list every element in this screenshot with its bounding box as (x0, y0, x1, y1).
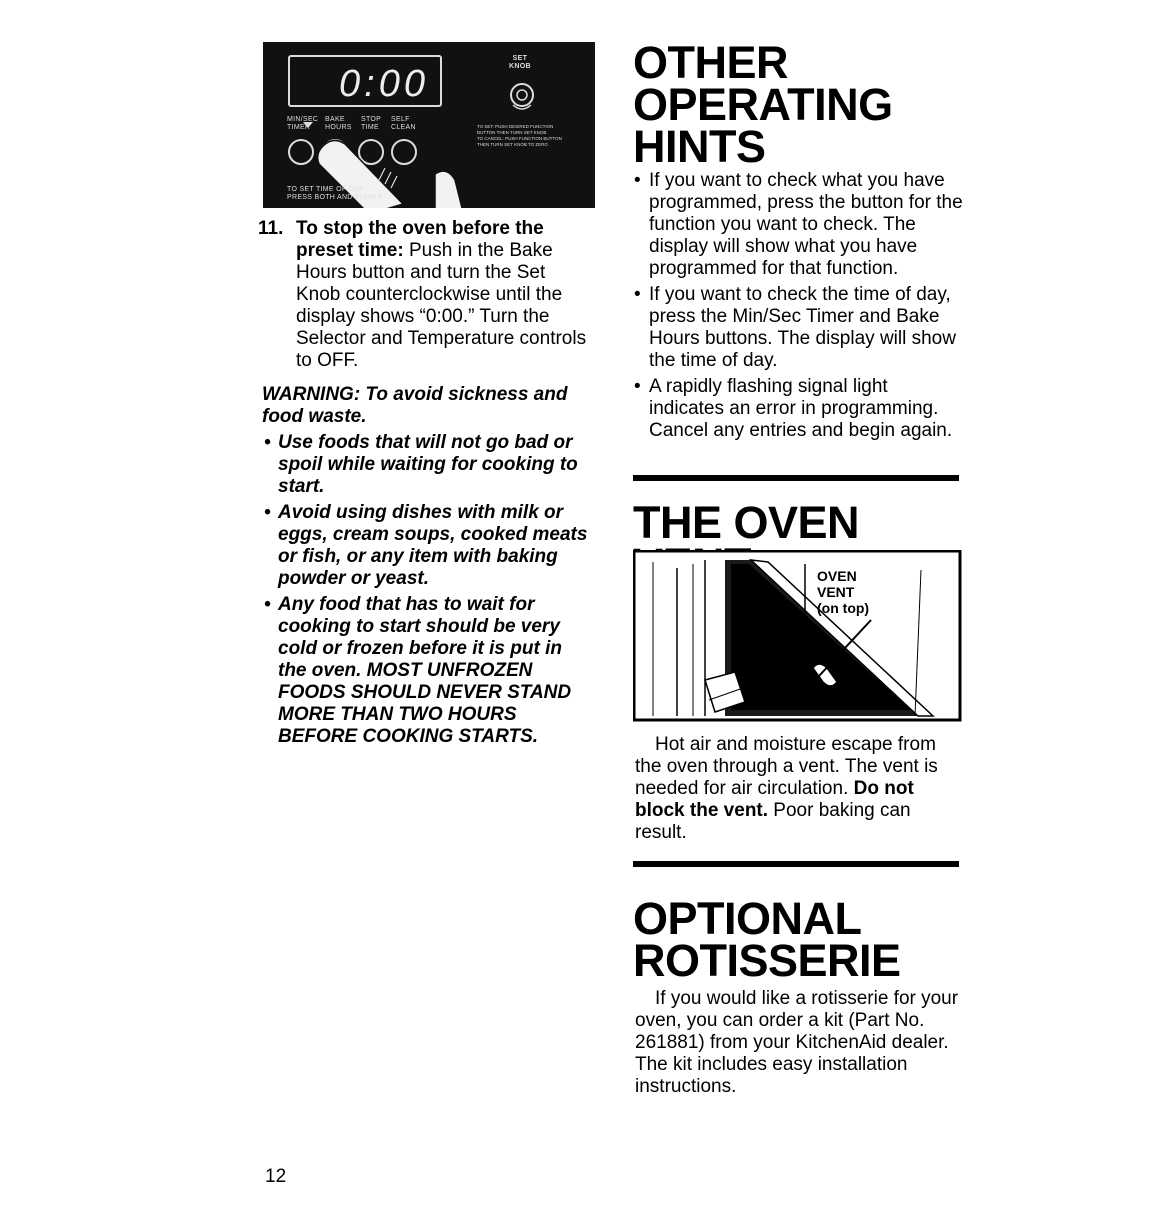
warning-title: WARNING: To avoid sickness and food waste. (262, 384, 568, 427)
set-knob-label: SET KNOB (509, 55, 531, 70)
hint-item: • If you want to check the time of day, press the Min/Sec Timer and Bake Hours buttons. The display will show the time of day. (633, 284, 963, 372)
self-clean-label: SELF CLEAN (391, 116, 416, 131)
vent-heading: THE OVEN (633, 497, 860, 548)
step-11-heading: To stop the oven before the preset time: (296, 218, 544, 261)
section-divider (633, 475, 959, 481)
oven-vent-drawing (633, 550, 963, 722)
hints-heading: OTHER OPERATING HINTS (633, 37, 893, 172)
min-sec-timer-label: MIN/SEC TIMER (287, 116, 319, 131)
vent-paragraph (635, 734, 959, 844)
warning-block (262, 384, 592, 752)
vent-text-after: Poor baking can result. (635, 800, 911, 843)
vent-warning-bold: Do not block the vent. (635, 778, 914, 821)
hint-item: • If you want to check what you have programmed, press the button for the function you want to check. The display will show what you have programmed for that function. (633, 170, 963, 280)
panel-display: 0:00 (339, 63, 429, 105)
hint-item: • A rapidly flashing signal light indicates an error in programming. Cancel any entries and begin again. (633, 376, 963, 442)
oven-vent-label: OVEN VENT (on top) (817, 568, 870, 616)
stop-time-label: STOP TIME (361, 116, 382, 131)
hints-list (633, 170, 963, 442)
step-11-text (296, 218, 588, 372)
warning-item: • Any food that has to wait for cooking to start should be very cold or frozen before it is put in the oven. MOST UNFROZEN FOODS SHOULD NEVER STAND MORE THAN TWO HOURS BEFORE COOKING STARTS. (262, 594, 592, 748)
section-divider (633, 861, 959, 867)
hints-section (633, 170, 963, 446)
page-number: 12 (265, 1166, 287, 1187)
control-panel-illustration (263, 42, 595, 208)
bake-hours-label: BAKE HOURS (325, 116, 352, 131)
step-11-body: Push in the Bake Hours button and turn the Set Knob counterclockwise until the display shows “0:00.” Turn the Selector and Temperature controls to OFF. (296, 240, 587, 371)
step-number: 11. (258, 218, 284, 239)
rotisserie-heading: OPTIONAL ROTISSERIE (633, 893, 901, 986)
rotisserie-paragraph: If you would like a rotisserie for your oven, you can order a kit (Part No. 261881) from your KitchenAid dealer. The kit includes easy installation instructions. (635, 988, 959, 1097)
panel-instructions: TO SET: PUSH DESIRED FUNCTION BUTTON THEN TURN SET KNOB TO CANCEL: PUSH FUNCTION BUTTON THEN TURN SET KNOB TO ZERO (477, 124, 562, 147)
oven-vent-illustration (633, 550, 963, 722)
time-of-day-label: TO SET TIME OF DAY PRESS BOTH AND TURN S (287, 186, 383, 201)
step-11 (258, 218, 588, 372)
warning-item: • Avoid using dishes with milk or eggs, cream soups, cooked meats or fish, or any item with baking powder or yeast. (262, 502, 592, 590)
warning-list (262, 432, 592, 748)
warning-item: • Use foods that will not go bad or spoil while waiting for cooking to start. (262, 432, 592, 498)
vent-text-before: Hot air and moisture escape from the oven through a vent. The vent is needed for air circulation. (635, 734, 938, 799)
